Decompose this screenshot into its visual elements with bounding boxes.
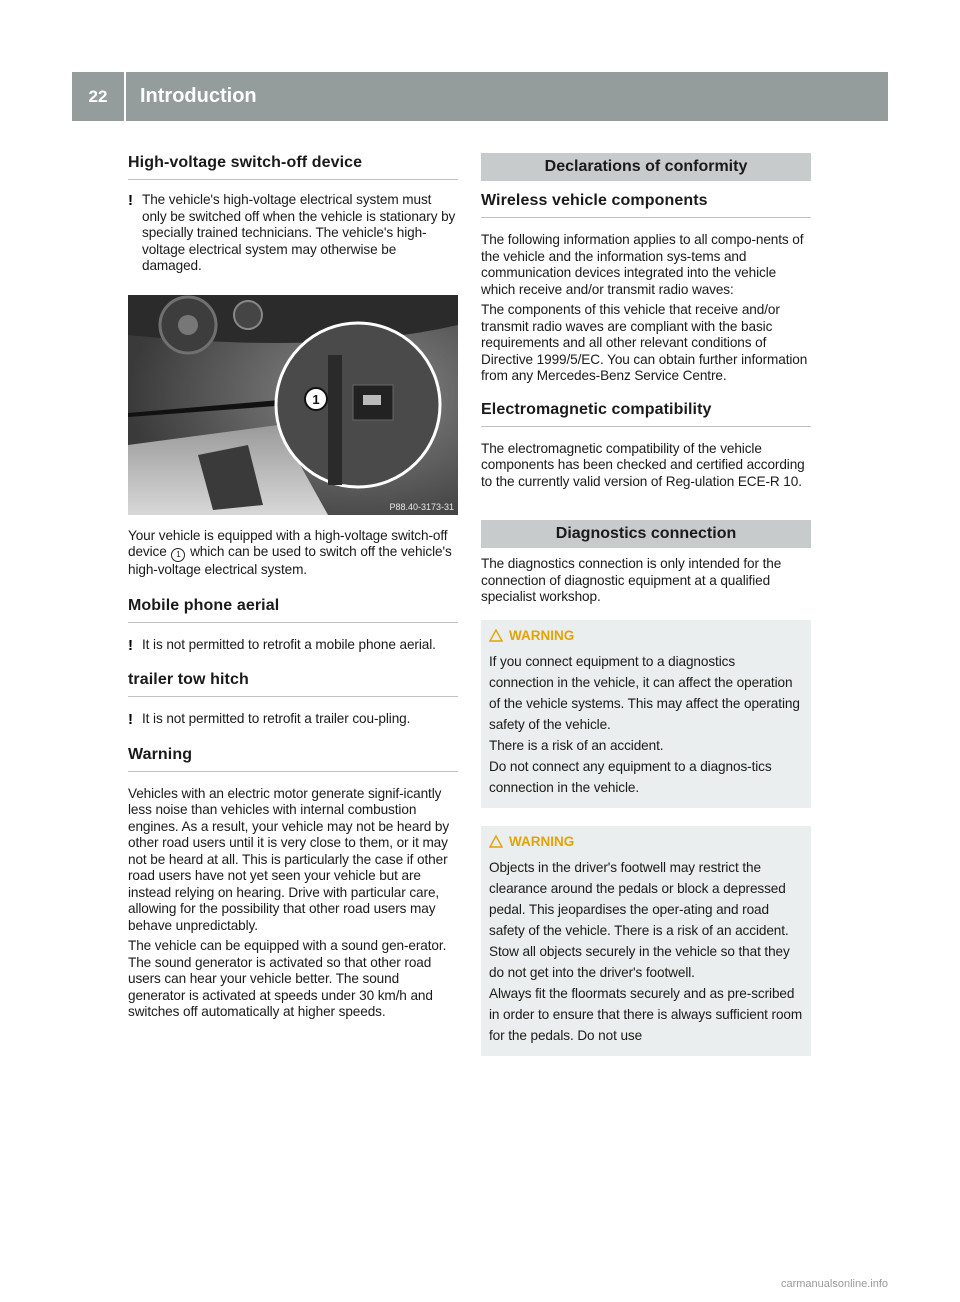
- warning-2-line-2: Stow all objects securely in the vehicle so that they do not get into the driver's footwell.: [489, 943, 790, 980]
- mobile-note-text: It is not permitted to retrofit a mobile phone aerial.: [142, 636, 436, 652]
- callout-1-icon: 1: [171, 548, 185, 562]
- section-title: Introduction: [140, 85, 257, 107]
- warning-box-1: [481, 620, 811, 808]
- watermark-footer: carmanualsonline.info: [780, 1278, 888, 1290]
- hv-switch-photo: [128, 295, 458, 515]
- warning-2-line-3: Always fit the floormats securely and as pre-scribed in order to ensure that there is always sufficient room for the pedals. Do not use: [489, 985, 803, 1043]
- hv-note: [128, 192, 458, 275]
- emc-paragraph: The electromagnetic compatibility of the vehicle components has been checked and certified according to the currently valid version of Reg-ulation ECE-R 10.: [481, 440, 805, 489]
- warning-triangle-icon: [489, 835, 503, 848]
- mobile-heading: Mobile phone aerial: [128, 597, 458, 623]
- right-column: [481, 153, 811, 1056]
- page-number: 22: [72, 72, 126, 121]
- caution-icon: !: [128, 636, 133, 654]
- trailer-note: [128, 711, 458, 728]
- caution-icon: !: [128, 192, 133, 209]
- warning-paragraph-1: Vehicles with an electric motor generate signif-icantly less noise than vehicles with internal combustion engines. As a result, your vehicle may not be heard by other road users until it is very close to them, or it may not be heard at all. This is particularly the case if other road users have not yet seen your vehicle but are instead relying on hearing. Drive with particular care, allowing for the possibility that other road users may behave unpredictably.: [128, 785, 450, 933]
- photo-illustration: [128, 295, 458, 515]
- trailer-heading: trailer tow hitch: [128, 671, 458, 697]
- warning-1-line-2: There is a risk of an accident.: [489, 737, 664, 753]
- wireless-paragraph-1: The following information applies to all compo-nents of the vehicle and the information sys-tems and communication devices integrated into the vehicle which receive and/or transmit radio waves:: [481, 232, 804, 297]
- wireless-paragraph-2: The components of this vehicle that receive and/or transmit radio waves are compliant with the basic requirements and all other relevant conditions of Directive 1999/5/EC. You can obtain further information from any Mercedes-Benz Service Centre.: [481, 302, 808, 383]
- photo-callout-label: 1: [312, 391, 320, 407]
- warning-title-2: [489, 834, 803, 849]
- hv-note-text: The vehicle's high-voltage electrical system must only be switched off when the vehicle is stationary by specially trained technicians. The vehicle's high-voltage electrical system may otherwise be damaged.: [142, 192, 456, 273]
- hv-description: [128, 528, 458, 579]
- page-header: [72, 72, 888, 121]
- conformity-banner: Declarations of conformity: [481, 153, 811, 181]
- photo-code: P88.40-3173-31: [389, 501, 454, 512]
- hv-desc-part-a: Your vehicle is equipped with a high-voltage switch-off device: [128, 527, 448, 559]
- left-column: [128, 150, 458, 1021]
- mobile-note: [128, 637, 458, 654]
- hv-heading: High-voltage switch-off device: [128, 154, 458, 180]
- wireless-heading: Wireless vehicle components: [481, 192, 811, 218]
- diagnostics-paragraph: The diagnostics connection is only intended for the connection of diagnostic equipment at a qualified specialist workshop.: [481, 556, 782, 604]
- warning-1-line-1: If you connect equipment to a diagnostics connection in the vehicle, it can affect the operation of the vehicle systems. This may affect the operating safety of the vehicle.: [489, 653, 800, 732]
- warning-title-1: [489, 628, 803, 643]
- warning-label: WARNING: [509, 833, 575, 849]
- warning-box-2: [481, 826, 811, 1056]
- emc-heading: Electromagnetic compatibility: [481, 401, 811, 427]
- trailer-note-text: It is not permitted to retrofit a trailer cou-pling.: [142, 711, 411, 726]
- caution-icon: !: [128, 711, 133, 728]
- warning-triangle-icon: [489, 629, 503, 642]
- warning-label: WARNING: [509, 627, 575, 643]
- warning-heading: Warning: [128, 746, 458, 772]
- warning-2-line-1: Objects in the driver's footwell may restrict the clearance around the pedals or block a depressed pedal. This jeopardises the oper-ating and road safety of the vehicle. There is a risk of an accident.: [489, 859, 789, 938]
- warning-1-line-3: Do not connect any equipment to a diagnos-tics connection in the vehicle.: [489, 758, 772, 795]
- hv-desc-part-b: which can be used to switch off the vehicle's high-voltage electrical system.: [128, 544, 452, 577]
- diagnostics-banner: Diagnostics connection: [481, 520, 811, 548]
- warning-paragraph-2: The vehicle can be equipped with a sound gen-erator. The sound generator is activated so that other road users can hear your vehicle better. The sound generator is activated at speeds under 30 km/h and switches off automatically at higher speeds.: [128, 938, 447, 1019]
